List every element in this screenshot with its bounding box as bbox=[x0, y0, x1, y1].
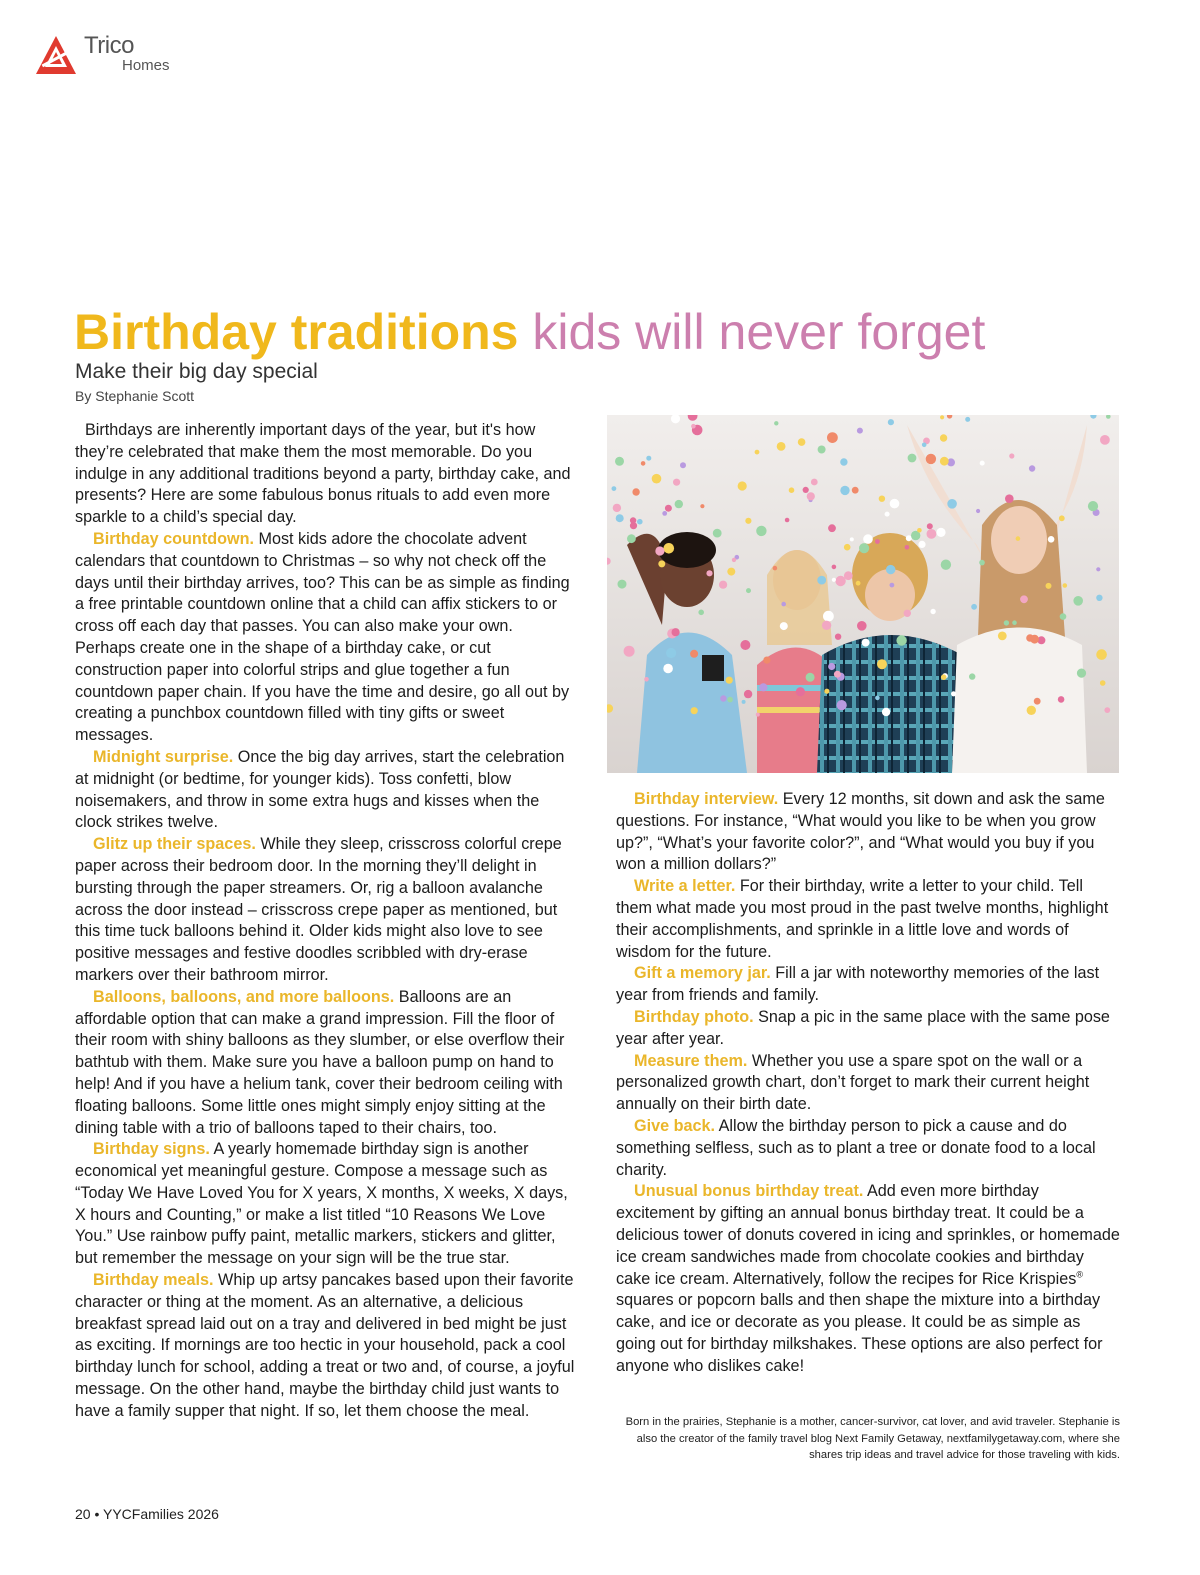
confetti-dot bbox=[726, 677, 733, 684]
article-column-right bbox=[616, 789, 1121, 1378]
section-lead: Balloons, balloons, and more balloons. bbox=[93, 987, 395, 1006]
confetti-dot bbox=[773, 566, 778, 571]
section-text: While they sleep, crisscross colorful crepe paper across their bedroom door. In the morning they’ll delight in bursting through the paper streamers. Or, rig a balloon avalanche across the door instead – crisscross crepe paper as mentioned, but this time tuck balloons behind it. Older kids might also love to see positive messages and festive doodles scribbled with dry-erase markers over their bathroom mirror. bbox=[75, 835, 562, 984]
section-text: Once the big day arrives, start the celebration at midnight (or bedtime, for younger kids). Toss confetti, blow noisemakers, and throw in some extra hugs and kisses when the clock strikes twelve. bbox=[75, 747, 565, 832]
confetti-dot bbox=[1096, 567, 1100, 571]
confetti-dot bbox=[837, 700, 847, 710]
confetti-dot bbox=[875, 539, 880, 544]
confetti-dot bbox=[618, 580, 627, 589]
confetti-dot bbox=[655, 546, 664, 555]
confetti-dot bbox=[662, 511, 667, 516]
confetti-dot bbox=[980, 461, 985, 466]
confetti-dot bbox=[844, 544, 851, 551]
confetti-dot bbox=[756, 526, 766, 536]
confetti-dot bbox=[927, 523, 933, 529]
article-column-left bbox=[75, 420, 577, 1423]
registered-mark: ® bbox=[1076, 1269, 1083, 1280]
confetti-dot bbox=[879, 496, 885, 502]
logo-text-trico: Trico bbox=[84, 32, 134, 59]
confetti-dot bbox=[886, 565, 895, 574]
confetti-dot bbox=[641, 461, 646, 466]
confetti-dot bbox=[627, 534, 636, 543]
confetti-dot bbox=[832, 565, 837, 570]
confetti-dot bbox=[951, 691, 956, 696]
confetti-photo bbox=[607, 415, 1119, 773]
section-lead: Birthday meals. bbox=[93, 1271, 214, 1290]
confetti-dot bbox=[852, 487, 859, 494]
confetti-dot bbox=[917, 528, 922, 533]
confetti-dot bbox=[1088, 501, 1098, 511]
confetti-dot bbox=[644, 677, 649, 682]
confetti-dot bbox=[624, 646, 635, 657]
confetti-dot bbox=[818, 446, 826, 454]
confetti-dot bbox=[698, 610, 704, 616]
section-lead: Birthday signs. bbox=[93, 1140, 210, 1159]
confetti-dot bbox=[632, 488, 639, 495]
confetti-dot bbox=[680, 462, 686, 468]
confetti-dot bbox=[798, 438, 806, 446]
confetti-dot bbox=[658, 560, 665, 567]
confetti-dot bbox=[666, 648, 676, 658]
section-paragraph bbox=[616, 1116, 1121, 1181]
confetti-dot bbox=[969, 673, 975, 679]
confetti-dot bbox=[732, 558, 736, 562]
confetti-dot bbox=[673, 479, 680, 486]
confetti-dot bbox=[615, 457, 624, 466]
section-text: A yearly homemade birthday sign is another economical yet meaningful gesture. Compose a message such as “Today We Have Loved You for X years, X months, X weeks, X days, X hours and Counting,” or make a list titled “10 Reasons We Love You.” Use rainbow puffy paint, metallic markers, stickers and glitter, but remember the message on your sign will be the true star. bbox=[75, 1140, 568, 1268]
article-byline: By Stephanie Scott bbox=[75, 388, 195, 404]
confetti-dot bbox=[979, 560, 985, 566]
confetti-dot bbox=[774, 421, 778, 425]
confetti-dot bbox=[713, 529, 722, 538]
confetti-dot bbox=[616, 514, 624, 522]
section-paragraph bbox=[616, 876, 1121, 963]
confetti-dot bbox=[806, 673, 815, 682]
confetti-dot bbox=[785, 518, 790, 523]
title-highlight: Birthday traditions bbox=[74, 304, 519, 360]
article-subtitle: Make their big day special bbox=[75, 360, 318, 383]
section-text: Balloons are an affordable option that can make a grand impression. Fill the floor of their room with shiny balloons as they slumber, or else overflow their bathtub with them. Make sure you have a balloon pump on hand to help! And if you have a helium tank, cover their bedroom ceiling with floating balloons. Some little ones might simply enjoy sitting at the dining table with a trio of balloons taped to their chairs, too. bbox=[75, 987, 565, 1137]
confetti-dot bbox=[885, 512, 890, 517]
confetti-dot bbox=[922, 443, 927, 448]
confetti-dot bbox=[1009, 453, 1014, 458]
confetti-dot bbox=[756, 713, 760, 717]
confetti-dot bbox=[742, 700, 746, 704]
section-paragraph bbox=[75, 529, 577, 747]
section-paragraph bbox=[616, 1181, 1121, 1377]
section-lead: Measure them. bbox=[634, 1051, 748, 1070]
confetti-dot bbox=[888, 419, 894, 425]
confetti-dot bbox=[856, 581, 861, 586]
confetti-dot bbox=[936, 528, 945, 537]
confetti-dot bbox=[840, 486, 849, 495]
confetti-dot bbox=[822, 621, 831, 630]
confetti-dot bbox=[817, 576, 826, 585]
confetti-dot bbox=[700, 504, 704, 508]
confetti-dot bbox=[976, 509, 980, 513]
confetti-dot bbox=[940, 415, 944, 419]
section-lead: Write a letter. bbox=[634, 877, 736, 896]
confetti-dot bbox=[823, 611, 834, 622]
confetti-dot bbox=[1048, 536, 1055, 543]
confetti-dot bbox=[780, 622, 788, 630]
confetti-dot bbox=[828, 663, 835, 670]
confetti-dot bbox=[908, 454, 917, 463]
confetti-dot bbox=[811, 479, 818, 486]
section-paragraph bbox=[75, 747, 577, 834]
confetti-dot bbox=[663, 664, 673, 674]
confetti-dot bbox=[755, 450, 760, 455]
confetti-dot bbox=[690, 650, 698, 658]
confetti-dot bbox=[1020, 595, 1028, 603]
confetti-dot bbox=[906, 535, 912, 541]
confetti-dot bbox=[940, 434, 947, 441]
section-lead: Birthday interview. bbox=[634, 790, 779, 808]
title-rest: kids will never forget bbox=[518, 304, 986, 360]
confetti-dot bbox=[1073, 596, 1083, 606]
confetti-dot bbox=[637, 519, 643, 525]
confetti-dot bbox=[834, 671, 841, 678]
section-lead: Birthday countdown. bbox=[93, 529, 254, 548]
confetti-dot bbox=[1029, 465, 1035, 471]
confetti-dot bbox=[890, 499, 900, 509]
section-text: squares or popcorn balls and then shape the mixture into a birthday cake, and ice or decorate as you please. It could be as simple as going out for birthday milkshakes. These options are also perfect for anyone who dislikes cake! bbox=[616, 1291, 1103, 1375]
section-lead: Glitz up their spaces. bbox=[93, 835, 256, 854]
confetti-dot bbox=[947, 499, 957, 509]
confetti-dot bbox=[857, 621, 867, 631]
confetti-dot bbox=[691, 707, 698, 714]
confetti-dot bbox=[832, 578, 836, 582]
confetti-dot bbox=[1104, 707, 1110, 713]
confetti-dot bbox=[719, 581, 727, 589]
confetti-dot bbox=[927, 529, 937, 539]
confetti-dot bbox=[941, 560, 951, 570]
confetti-dot bbox=[998, 632, 1007, 641]
confetti-dot bbox=[1096, 595, 1102, 601]
confetti-dot bbox=[926, 454, 936, 464]
confetti-dot bbox=[763, 657, 770, 664]
confetti-dot bbox=[646, 456, 651, 461]
confetti-dot bbox=[727, 697, 733, 703]
section-paragraph bbox=[75, 1139, 577, 1270]
confetti-dot bbox=[882, 708, 890, 716]
trico-triangle-icon bbox=[36, 36, 80, 76]
confetti-dot bbox=[918, 541, 925, 548]
section-text: Allow the birthday person to pick a cause and do something selfless, such as to plant a tree or donate food to a local charity. bbox=[616, 1116, 1096, 1179]
confetti-dot bbox=[665, 505, 672, 512]
section-text: Whether you use a spare spot on the wall or a personalized growth chart, don’t forget to mark their current height annually on their birth date. bbox=[616, 1051, 1090, 1114]
section-paragraph bbox=[616, 963, 1121, 1007]
confetti-dot bbox=[675, 500, 683, 508]
confetti-dot bbox=[941, 674, 947, 680]
author-bio: Born in the prairies, Stephanie is a mother, cancer-survivor, cat lover, and avid traveler. Stephanie is also the creator of the family travel blog Next Family Getaway, nextfamilygetaway.com, where she shares trip ideas and travel advice for those traveling with kids. bbox=[625, 1416, 1120, 1461]
section-text: Snap a pic in the same place with the same pose year after year. bbox=[616, 1007, 1110, 1048]
confetti-dot bbox=[824, 689, 829, 694]
section-lead: Gift a memory jar. bbox=[634, 964, 771, 983]
section-text: Every 12 months, sit down and ask the same questions. For instance, “What would you like to be when you grow up?”, “What’s your favorite color?”, and “What would you buy if you won a million dollars?” bbox=[616, 790, 1105, 874]
confetti-dot bbox=[863, 534, 873, 544]
trico-homes-logo bbox=[36, 34, 186, 78]
confetti-dot bbox=[904, 610, 911, 617]
confetti-dot bbox=[1034, 698, 1041, 705]
confetti-dot bbox=[1027, 706, 1036, 715]
confetti-dot bbox=[745, 518, 751, 524]
confetti-dot bbox=[706, 570, 712, 576]
section-paragraph bbox=[75, 834, 577, 987]
confetti-dot bbox=[930, 609, 935, 614]
confetti-dot bbox=[1063, 583, 1068, 588]
confetti-dot bbox=[1005, 494, 1014, 503]
page-footer: 20 • YYCFamilies 2026 bbox=[75, 1506, 219, 1522]
confetti-dot bbox=[877, 659, 887, 669]
section-paragraph bbox=[75, 1270, 577, 1423]
confetti-dot bbox=[727, 568, 735, 576]
confetti-dot bbox=[1100, 435, 1110, 445]
confetti-dot bbox=[672, 628, 680, 636]
section-lead: Give back. bbox=[634, 1116, 715, 1135]
confetti-dot bbox=[740, 640, 750, 650]
confetti-dot bbox=[691, 424, 696, 429]
confetti-dot bbox=[850, 537, 854, 541]
confetti-dot bbox=[777, 442, 786, 451]
confetti-dot bbox=[971, 604, 977, 610]
logo-text-homes: Homes bbox=[122, 57, 170, 74]
confetti-dot bbox=[781, 602, 786, 607]
confetti-dot bbox=[875, 696, 880, 701]
confetti-dot bbox=[738, 481, 747, 490]
section-lead: Unusual bonus birthday treat. bbox=[634, 1182, 864, 1201]
confetti-dot bbox=[744, 690, 752, 698]
confetti-dot bbox=[1077, 669, 1086, 678]
confetti-dot bbox=[827, 432, 838, 443]
confetti-dot bbox=[835, 634, 841, 640]
section-paragraph bbox=[75, 987, 577, 1140]
confetti-dot bbox=[965, 417, 970, 422]
confetti-dot bbox=[652, 474, 662, 484]
confetti-dot bbox=[630, 517, 636, 523]
section-text: Most kids adore the chocolate advent calendars that countdown to Christmas – so why not check off the days until their birthday arrives, too? This can be as simple as finding a free printable countdown online that a child can affix stickers to or cross off each day that passes. You can also make your own. Perhaps create one in the shape of a birthday cake, or cut construction paper into colorful strips and glue together a fun countdown paper chain. If you have the time and desire, go all out by creating a punchbox countdown filled with tiny gifts or sweet messages. bbox=[75, 529, 570, 745]
confetti-dot bbox=[1016, 536, 1021, 541]
section-text: For their birthday, write a letter to your child. Tell them what made you most proud in the past twelve months, highlight their accomplishments, and sprinkle in a little love and words of wisdom for the future. bbox=[616, 877, 1109, 961]
confetti-dot bbox=[1058, 696, 1065, 703]
confetti-dot bbox=[1096, 649, 1107, 660]
confetti-dot bbox=[1046, 583, 1052, 589]
confetti-dot bbox=[1012, 620, 1017, 625]
confetti-dot bbox=[789, 487, 795, 493]
confetti-dot bbox=[612, 486, 617, 491]
section-paragraph bbox=[616, 789, 1121, 876]
confetti-dot bbox=[759, 683, 767, 691]
section-paragraph bbox=[616, 1007, 1121, 1051]
confetti-dot bbox=[1059, 515, 1065, 521]
confetti-dot bbox=[1060, 613, 1067, 620]
confetti-dot bbox=[803, 487, 809, 493]
confetti-dot bbox=[890, 583, 895, 588]
confetti-dot bbox=[857, 428, 863, 434]
section-text: Add even more birthday excitement by gifting an annual bonus birthday treat. It could be a delicious tower of donuts covered in icing and sprinkles, or homemade ice cream sandwiches made from chocolate cookies and birthday cake ice cream. Alternatively, follow the recipes for Rice Krispies bbox=[616, 1182, 1120, 1288]
confetti-dot bbox=[905, 545, 910, 550]
article-title bbox=[74, 304, 985, 360]
section-text: Whip up artsy pancakes based upon their favorite character or thing at the moment. As an alternative, a delicious breakfast spread laid out on a tray and delivered in bed might be just as exciting. If mornings are too hectic in your household, pack a cool birthday lunch for school, adding a treat or two and, of course, a joyful message. On the other hand, maybe the birthday child just wants to have a family supper that night. If so, let them choose the meal. bbox=[75, 1271, 575, 1420]
confetti-dot bbox=[664, 543, 675, 554]
section-lead: Midnight surprise. bbox=[93, 747, 234, 766]
confetti-dot bbox=[1030, 635, 1039, 644]
confetti-dot bbox=[720, 695, 726, 701]
confetti-dot bbox=[807, 492, 815, 500]
confetti-dot bbox=[859, 543, 869, 553]
confetti-dot bbox=[862, 639, 870, 647]
confetti-dot bbox=[613, 504, 621, 512]
confetti-dot bbox=[940, 457, 949, 466]
confetti-dot bbox=[746, 588, 751, 593]
confetti-dot bbox=[796, 687, 805, 696]
section-text: Fill a jar with noteworthy memories of the last year from friends and family. bbox=[616, 964, 1100, 1005]
intro-paragraph: Birthdays are inherently important days of the year, but it's how they’re celebrated that make them the most memorable. Do you indulge in any additional traditions beyond a party, birthday cake, and presents? Here are some fabulous bonus rituals to add even more sparkle to a child’s special day. bbox=[75, 421, 571, 527]
confetti-dot bbox=[896, 635, 906, 645]
confetti-dot bbox=[840, 458, 847, 465]
confetti-dot bbox=[844, 571, 853, 580]
confetti-dot bbox=[828, 524, 836, 532]
confetti-dot bbox=[1100, 680, 1106, 686]
section-lead: Birthday photo. bbox=[634, 1007, 754, 1026]
section-paragraph bbox=[616, 1051, 1121, 1116]
confetti-dot bbox=[1004, 620, 1009, 625]
